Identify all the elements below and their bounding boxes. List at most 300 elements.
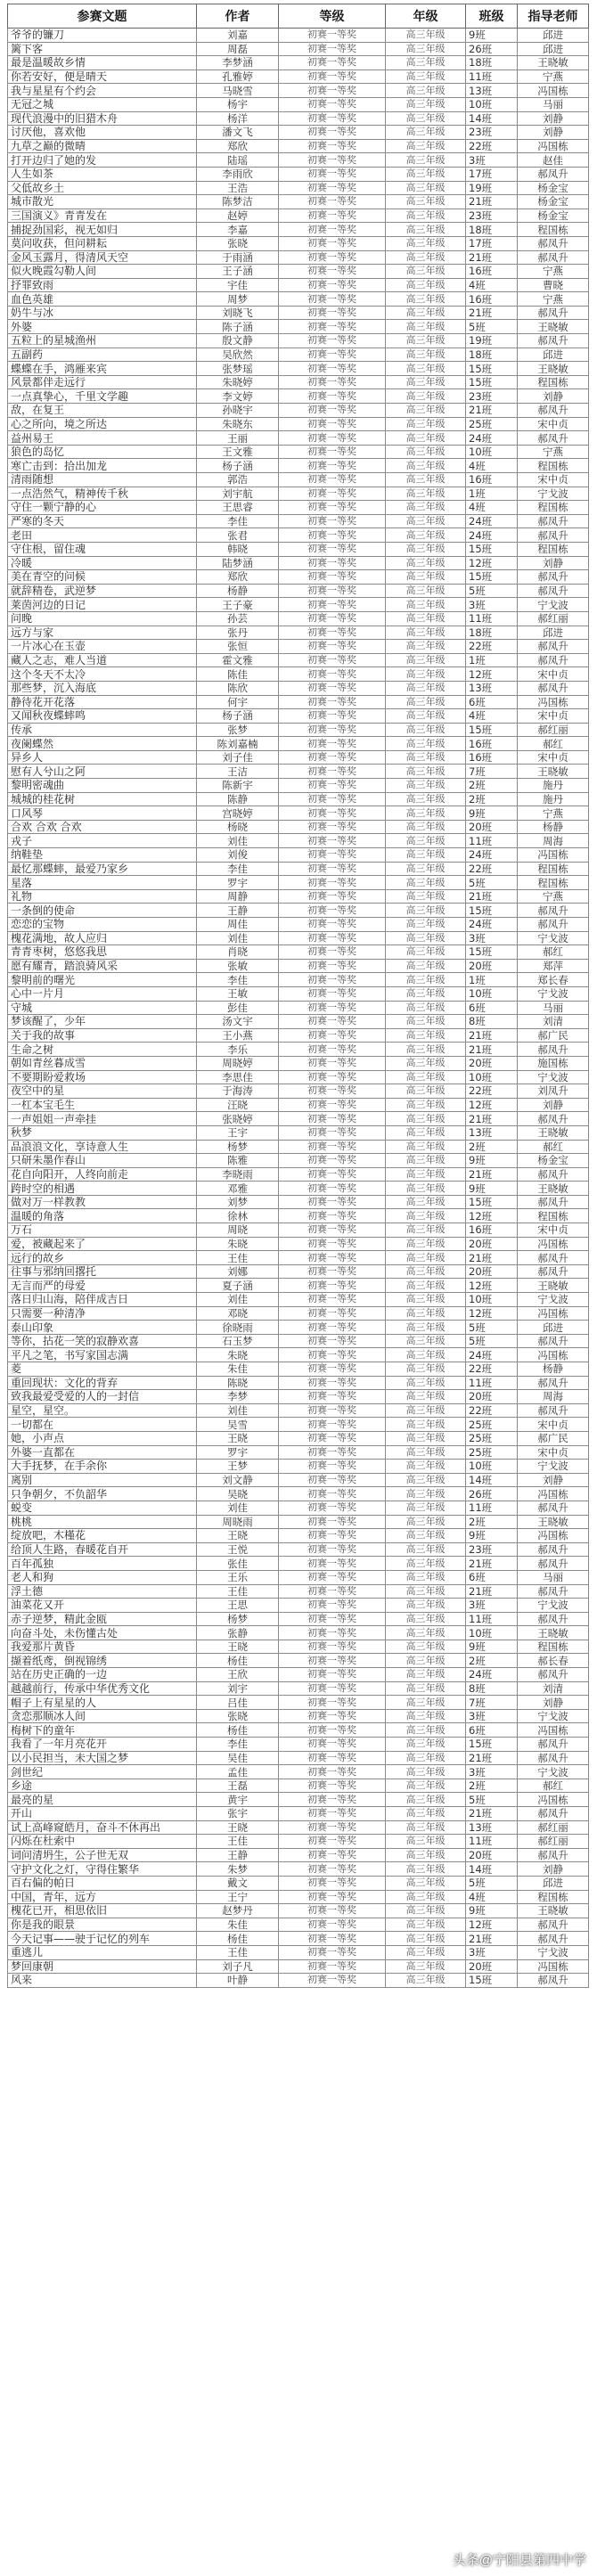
table-row [8,1584,589,1599]
cell-grade: 高三年级 [386,1862,466,1877]
table-row [8,1654,589,1668]
cell-tutor: 邱进 [518,1876,589,1890]
cell-tutor: 宁燕 [518,265,589,279]
table-row [8,514,589,528]
cell-level: 初赛一等奖 [279,1738,386,1752]
cell-title: 奶牛与冰 [8,306,197,320]
table-row [8,1918,589,1932]
cell-author: 霍文雅 [197,653,279,667]
cell-tutor: 杨金宝 [518,181,589,195]
cell-tutor: 郝广民 [518,1431,589,1445]
cell-author: 张恒 [197,640,279,654]
cell-level: 初赛一等奖 [279,348,386,362]
cell-title: 开山 [8,1807,197,1821]
cell-level: 初赛一等奖 [279,1515,386,1529]
cell-class: 22班 [466,1362,518,1377]
cell-author: 陈刘嘉楠 [197,737,279,751]
cell-level: 初赛一等奖 [279,695,386,709]
cell-author: 王浩 [197,181,279,195]
cell-tutor: 宋中贞 [518,1418,589,1432]
cell-tutor: 郝凤升 [518,306,589,320]
cell-title: 又闻秋夜蝶蟀鸣 [8,709,197,724]
cell-grade: 高三年级 [386,1460,466,1474]
cell-class: 20班 [466,1056,518,1070]
cell-tutor: 郝凤升 [518,236,589,250]
cell-level: 初赛一等奖 [279,973,386,987]
cell-level: 初赛一等奖 [279,750,386,765]
cell-class: 15班 [466,723,518,737]
cell-class: 16班 [466,737,518,751]
cell-class: 21班 [466,1751,518,1765]
cell-level: 初赛一等奖 [279,487,386,501]
cell-author: 杨子涵 [197,709,279,724]
cell-tutor: 郝凤升 [518,1668,589,1682]
cell-author: 王思睿 [197,501,279,515]
cell-grade: 高三年级 [386,1820,466,1835]
cell-title: 三国演义》青青发在 [8,209,197,223]
cell-grade: 高三年级 [386,779,466,793]
cell-title: 重逃儿 [8,1945,197,1959]
table-row [8,139,589,153]
cell-author: 周晓婷 [197,1056,279,1070]
cell-class: 9班 [466,29,518,43]
cell-level: 初赛一等奖 [279,737,386,751]
cell-tutor: 王晓敏 [518,320,589,334]
cell-tutor: 郝红 [518,1779,589,1793]
cell-level: 初赛一等奖 [279,139,386,153]
cell-level: 初赛一等奖 [279,1807,386,1821]
cell-class: 15班 [466,1195,518,1209]
cell-title: 致我最爱受爱的人的一封信 [8,1390,197,1404]
cell-level: 初赛一等奖 [279,806,386,821]
table-row [8,876,589,890]
cell-grade: 高三年级 [386,306,466,320]
cell-tutor: 冯国栋 [518,139,589,153]
cell-class: 21班 [466,1112,518,1126]
cell-level: 初赛一等奖 [279,1125,386,1140]
cell-tutor: 郝凤升 [518,1738,589,1752]
cell-level: 初赛一等奖 [279,653,386,667]
cell-title: 浮土德 [8,1584,197,1599]
cell-class: 12班 [466,667,518,682]
cell-tutor: 宋中贞 [518,417,589,431]
cell-level: 初赛一等奖 [279,223,386,237]
cell-tutor: 施丹 [518,792,589,806]
cell-grade: 高三年级 [386,931,466,945]
cell-level: 初赛一等奖 [279,1862,386,1877]
cell-level: 初赛一等奖 [279,375,386,389]
header-title: 参赛文题 [8,4,197,29]
cell-class: 18班 [466,223,518,237]
cell-author: 王洁 [197,765,279,779]
cell-grade: 高三年级 [386,1098,466,1112]
table-row [8,709,589,724]
cell-title: 城市散光 [8,195,197,209]
cell-grade: 高三年级 [386,1167,466,1182]
cell-author: 王敏 [197,986,279,1001]
cell-level: 初赛一等奖 [279,445,386,459]
cell-grade: 高三年级 [386,1709,466,1723]
cell-grade: 高三年级 [386,431,466,446]
cell-author: 刘佳 [197,1403,279,1418]
cell-grade: 高三年级 [386,1751,466,1765]
cell-title: 站在历史正确的一边 [8,1668,197,1682]
cell-title: 莫问收获，但问耕耘 [8,236,197,250]
cell-tutor: 刘静 [518,1696,589,1710]
cell-author: 彭佳 [197,1001,279,1015]
header-tutor: 指导老师 [518,4,589,29]
cell-level: 初赛一等奖 [279,1264,386,1279]
table-row [8,389,589,404]
table-row [8,681,589,695]
table-row [8,1835,589,1849]
table-row [8,1418,589,1432]
cell-title: 狼色的岛忆 [8,445,197,459]
cell-title: 慰有人兮山之阿 [8,765,197,779]
cell-class: 21班 [466,1932,518,1946]
table-body [8,29,589,1988]
cell-title: 梦回康朝 [8,1959,197,1974]
cell-grade: 高三年级 [386,667,466,682]
cell-author: 李佳 [197,1738,279,1752]
cell-grade: 高三年级 [386,1557,466,1571]
cell-title: 金风玉露月，得清风天空 [8,250,197,265]
cell-level: 初赛一等奖 [279,1098,386,1112]
cell-level: 初赛一等奖 [279,876,386,890]
cell-grade: 高三年级 [386,375,466,389]
cell-level: 初赛一等奖 [279,1251,386,1265]
cell-class: 20班 [466,1264,518,1279]
cell-grade: 高三年级 [386,1904,466,1918]
cell-class: 5班 [466,584,518,598]
cell-tutor: 冯国栋 [518,1306,589,1321]
cell-title: 外婆一直都在 [8,1445,197,1460]
cell-class: 4班 [466,501,518,515]
cell-tutor: 郝凤升 [518,1612,589,1626]
cell-level: 初赛一等奖 [279,278,386,292]
cell-author: 王晓 [197,1820,279,1835]
cell-level: 初赛一等奖 [279,945,386,960]
cell-tutor: 郝凤升 [518,653,589,667]
cell-level: 初赛一等奖 [279,1070,386,1084]
cell-author: 郑欣 [197,570,279,585]
cell-class: 25班 [466,1445,518,1460]
table-row [8,1376,589,1390]
cell-author: 王晓 [197,1640,279,1654]
table-row [8,1723,589,1738]
cell-level: 初赛一等奖 [279,1376,386,1390]
cell-author: 李嘉 [197,223,279,237]
cell-grade: 高三年级 [386,1431,466,1445]
cell-title: 重回现状：文化的背弃 [8,1376,197,1390]
table-row [8,1876,589,1890]
cell-author: 邓雅 [197,1182,279,1196]
cell-title: 一杠本宝毛生 [8,1098,197,1112]
cell-tutor: 郝凤升 [518,918,589,932]
cell-author: 张晓 [197,236,279,250]
cell-author: 杨佳 [197,1723,279,1738]
table-row [8,487,589,501]
cell-title: 远方与家 [8,626,197,640]
cell-class: 13班 [466,681,518,695]
cell-tutor: 程国栋 [518,223,589,237]
cell-title: 撷着纸鸢，倒视锦绣 [8,1654,197,1668]
table-row [8,236,589,250]
cell-title: 品浪浪文化，享诗意人生 [8,1140,197,1154]
cell-tutor: 郝长春 [518,1654,589,1668]
cell-class: 15班 [466,570,518,585]
cell-class: 3班 [466,1599,518,1613]
cell-grade: 高三年级 [386,1932,466,1946]
cell-author: 郭浩 [197,473,279,487]
table-row [8,1626,589,1640]
cell-class: 24班 [466,1668,518,1682]
cell-level: 初赛一等奖 [279,1696,386,1710]
cell-level: 初赛一等奖 [279,1140,386,1154]
table-row [8,181,589,195]
cell-title: 你若安好，便是晴天 [8,70,197,84]
table-row [8,931,589,945]
cell-grade: 高三年级 [386,278,466,292]
cell-class: 15班 [466,542,518,556]
cell-class: 4班 [466,459,518,473]
cell-grade: 高三年级 [386,153,466,168]
cell-author: 陈子涵 [197,320,279,334]
table-row [8,918,589,932]
cell-level: 初赛一等奖 [279,667,386,682]
cell-grade: 高三年级 [386,1696,466,1710]
cell-author: 陈静 [197,792,279,806]
cell-title: 冷暖 [8,556,197,570]
cell-tutor: 刘静 [518,556,589,570]
cell-class: 20班 [466,820,518,834]
cell-class: 18班 [466,56,518,70]
cell-class: 6班 [466,695,518,709]
cell-class: 26班 [466,42,518,56]
cell-grade: 高三年级 [386,528,466,543]
table-row [8,528,589,543]
cell-grade: 高三年级 [386,1876,466,1890]
cell-class: 8班 [466,1015,518,1029]
table-row [8,1473,589,1487]
cell-class: 2班 [466,1515,518,1529]
cell-tutor: 王晓敏 [518,362,589,376]
cell-author: 叶静 [197,1974,279,1988]
cell-grade: 高三年级 [386,1640,466,1654]
cell-level: 初赛一等奖 [279,584,386,598]
cell-class: 22班 [466,139,518,153]
cell-level: 初赛一等奖 [279,1876,386,1890]
table-row [8,1779,589,1793]
table-row [8,862,589,876]
table-row [8,84,589,98]
cell-title: 那些梦，沉入海底 [8,681,197,695]
cell-grade: 高三年级 [386,765,466,779]
cell-level: 初赛一等奖 [279,1918,386,1932]
cell-author: 陈新宇 [197,779,279,793]
cell-class: 24班 [466,1348,518,1362]
cell-title: 问晚 [8,611,197,626]
table-row [8,765,589,779]
cell-tutor: 宁戈波 [518,598,589,612]
cell-title: 帽子上有星星的人 [8,1696,197,1710]
cell-class: 3班 [466,1945,518,1959]
cell-level: 初赛一等奖 [279,1112,386,1126]
cell-author: 王佳 [197,1251,279,1265]
table-row [8,667,589,682]
cell-class: 10班 [466,1460,518,1474]
cell-title: 她，小声点 [8,1431,197,1445]
cell-title: 这个冬天不太冷 [8,667,197,682]
cell-level: 初赛一等奖 [279,1501,386,1515]
cell-title: 蝶蝶在手，鸿雁来宾 [8,362,197,376]
cell-level: 初赛一等奖 [279,1390,386,1404]
cell-tutor: 冯国栋 [518,695,589,709]
cell-class: 16班 [466,292,518,307]
cell-tutor: 宁戈波 [518,1070,589,1084]
table-row [8,1154,589,1168]
cell-grade: 高三年级 [386,320,466,334]
cell-tutor: 宁燕 [518,445,589,459]
cell-tutor: 郝凤升 [518,681,589,695]
table-row [8,542,589,556]
table-row [8,1709,589,1723]
cell-level: 初赛一等奖 [279,1043,386,1057]
cell-class: 9班 [466,1154,518,1168]
cell-tutor: 宋中贞 [518,1445,589,1460]
cell-title: 贪恋那顺冰人间 [8,1709,197,1723]
cell-author: 陆梦涵 [197,556,279,570]
cell-author: 刘文静 [197,1473,279,1487]
cell-grade: 高三年级 [386,56,466,70]
cell-level: 初赛一等奖 [279,1431,386,1445]
cell-class: 12班 [466,1209,518,1223]
cell-grade: 高三年级 [386,820,466,834]
cell-grade: 高三年级 [386,1237,466,1251]
cell-author: 杨静 [197,584,279,598]
cell-tutor: 郝凤升 [518,1403,589,1418]
table-row [8,779,589,793]
cell-tutor: 邱进 [518,42,589,56]
cell-author: 孙晓宇 [197,404,279,418]
table-row [8,1599,589,1613]
cell-title: 守护文化之灯，守得住繁华 [8,1862,197,1877]
cell-tutor: 郑萍 [518,959,589,973]
cell-tutor: 宁燕 [518,889,589,904]
cell-tutor: 宁戈波 [518,1945,589,1959]
cell-class: 16班 [466,1223,518,1238]
cell-author: 周晓雨 [197,1515,279,1529]
cell-title: 人生如茶 [8,167,197,181]
cell-grade: 高三年级 [386,1487,466,1501]
cell-grade: 高三年级 [386,918,466,932]
cell-title: 今天记事——驶于记忆的列车 [8,1932,197,1946]
cell-class: 9班 [466,806,518,821]
cell-class: 6班 [466,1570,518,1584]
table-row [8,945,589,960]
cell-author: 周静 [197,889,279,904]
cell-tutor: 刘静 [518,389,589,404]
cell-level: 初赛一等奖 [279,1293,386,1307]
cell-class: 22班 [466,1403,518,1418]
cell-level: 初赛一等奖 [279,236,386,250]
cell-grade: 高三年级 [386,417,466,431]
cell-level: 初赛一等奖 [279,84,386,98]
cell-grade: 高三年级 [386,556,466,570]
cell-author: 于海涛 [197,1084,279,1099]
cell-level: 初赛一等奖 [279,848,386,863]
cell-class: 11班 [466,1501,518,1515]
cell-level: 初赛一等奖 [279,959,386,973]
table-row [8,1321,589,1335]
cell-class: 23班 [466,209,518,223]
cell-author: 徐林 [197,1209,279,1223]
cell-level: 初赛一等奖 [279,1959,386,1974]
header-row [8,4,589,29]
cell-level: 初赛一等奖 [279,1154,386,1168]
cell-level: 初赛一等奖 [279,362,386,376]
table-row [8,126,589,140]
cell-level: 初赛一等奖 [279,1945,386,1959]
cell-grade: 高三年级 [386,1542,466,1557]
table-row [8,1140,589,1154]
cell-grade: 高三年级 [386,1334,466,1348]
cell-tutor: 郝红丽 [518,1835,589,1849]
cell-title: 桃桃 [8,1515,197,1529]
cell-level: 初赛一等奖 [279,792,386,806]
table-row [8,1348,589,1362]
cell-tutor: 郝凤升 [518,1751,589,1765]
table-row [8,1223,589,1238]
cell-level: 初赛一等奖 [279,1445,386,1460]
cell-tutor: 程国栋 [518,459,589,473]
cell-tutor: 马丽 [518,1001,589,1015]
table-row [8,1751,589,1765]
cell-grade: 高三年级 [386,404,466,418]
cell-class: 2班 [466,1654,518,1668]
cell-title: 朝如青丝暮成雪 [8,1056,197,1070]
table-row [8,598,589,612]
cell-tutor: 郝凤升 [518,1501,589,1515]
cell-tutor: 郝凤升 [518,431,589,446]
cell-level: 初赛一等奖 [279,1056,386,1070]
table-row [8,848,589,863]
cell-tutor: 郝凤升 [518,1918,589,1932]
table-row [8,556,589,570]
table-row [8,209,589,223]
cell-title: 油菜花又开 [8,1599,197,1613]
cell-tutor: 郝凤升 [518,1542,589,1557]
cell-tutor: 刘静 [518,111,589,126]
table-row [8,292,589,307]
cell-level: 初赛一等奖 [279,1640,386,1654]
cell-tutor: 郝凤升 [518,1251,589,1265]
table-row [8,70,589,84]
cell-grade: 高三年级 [386,1293,466,1307]
table-row [8,250,589,265]
cell-level: 初赛一等奖 [279,1599,386,1613]
cell-class: 18班 [466,348,518,362]
cell-tutor: 冯国栋 [518,84,589,98]
cell-grade: 高三年级 [386,1473,466,1487]
cell-tutor: 王晓敏 [518,1279,589,1293]
cell-level: 初赛一等奖 [279,709,386,724]
cell-class: 10班 [466,986,518,1001]
cell-grade: 高三年级 [386,181,466,195]
cell-tutor: 郝凤升 [518,1112,589,1126]
cell-grade: 高三年级 [386,1001,466,1015]
cell-level: 初赛一等奖 [279,1028,386,1043]
